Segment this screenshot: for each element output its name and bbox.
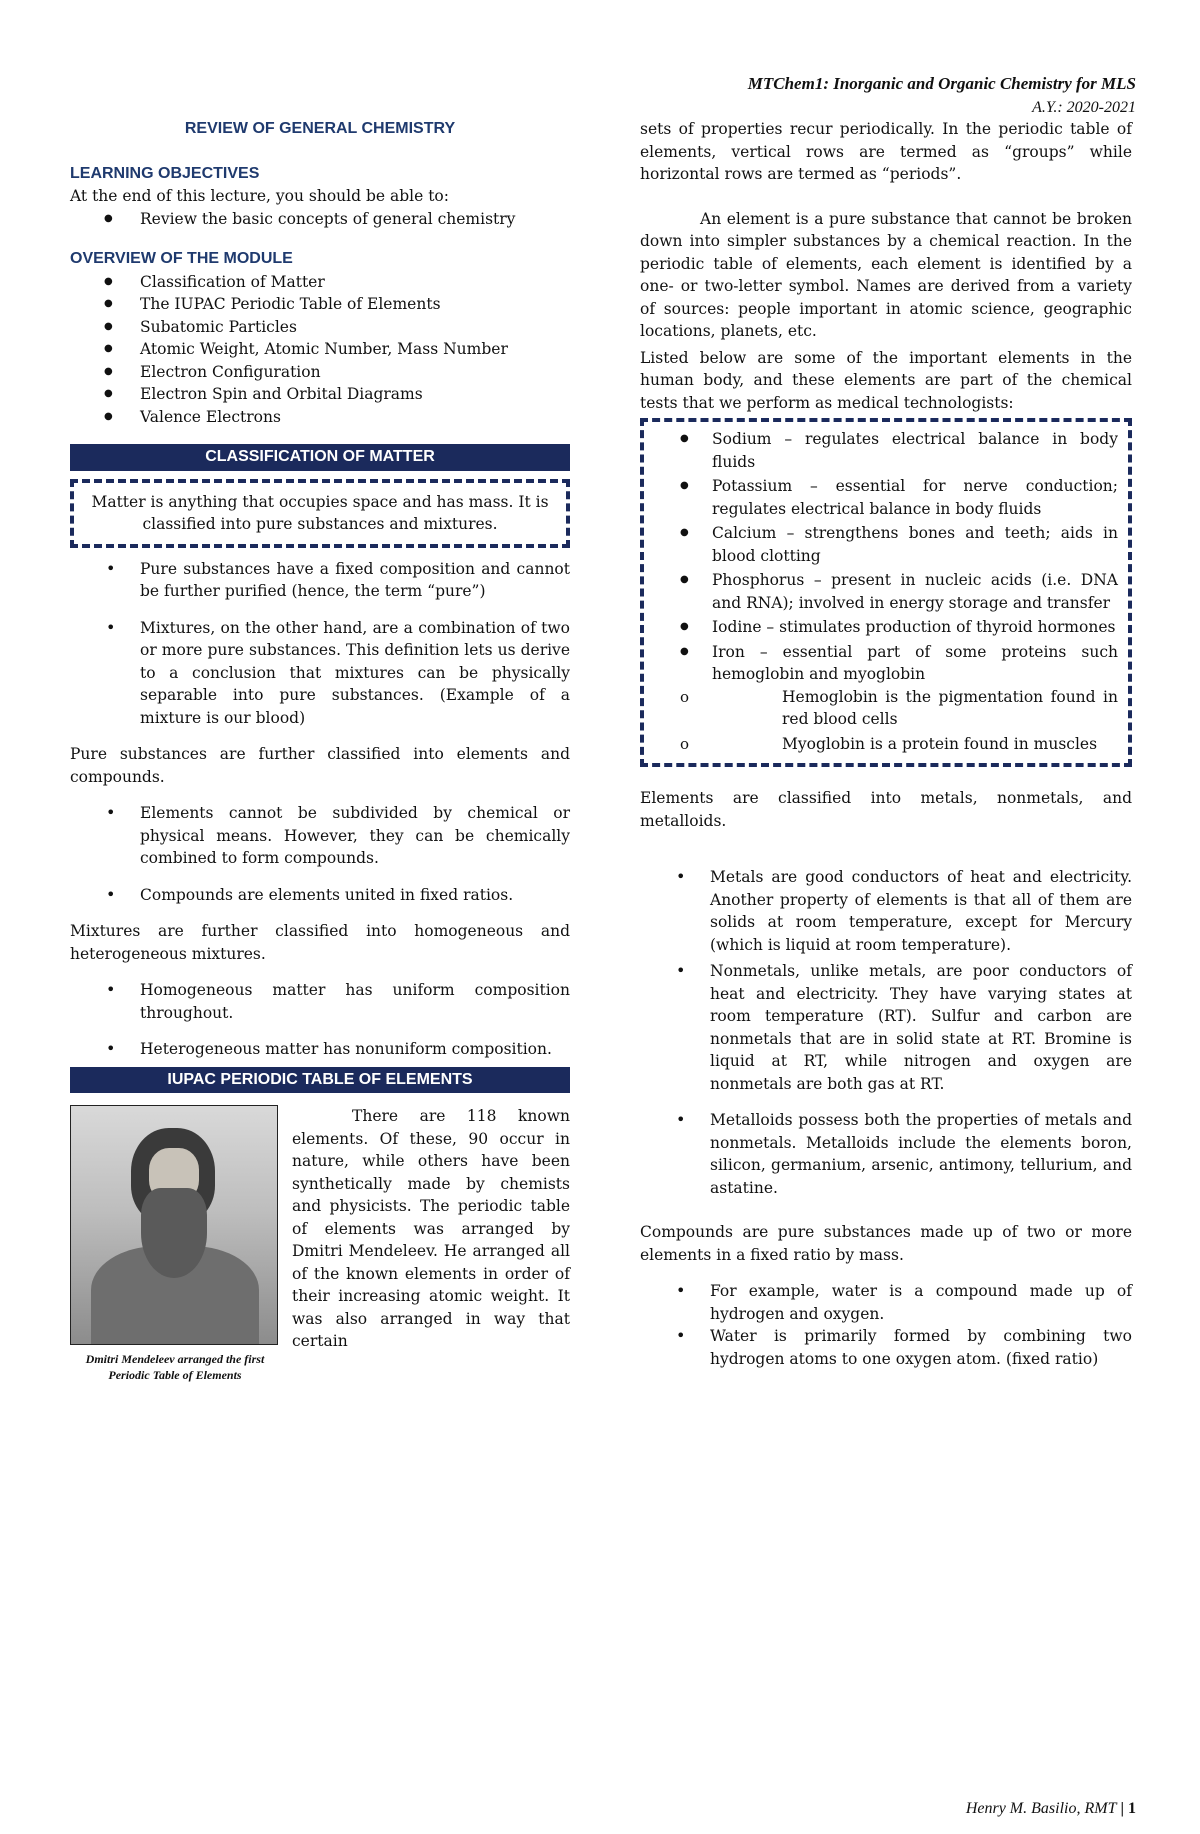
- list-item: • Compounds are elements united in fixed ratios.: [70, 884, 570, 907]
- overview-heading: OVERVIEW OF THE MODULE: [70, 250, 293, 267]
- substance-list: [70, 558, 570, 730]
- list-item: • Nonmetals, unlike metals, are poor conductors of heat and electricity. They have varying states at room temperature (RT). Sulfur and carbon are nonmetals that are in solid state at RT. Bromine is liquid at RT, while nitrogen and oxygen are nonmetals are both gas at RT.: [640, 960, 1132, 1095]
- list-item: ● Classification of Matter: [70, 271, 570, 294]
- compounds-list: [640, 1280, 1132, 1370]
- pure-substances-paragraph: Pure substances are further classified into elements and compounds.: [70, 745, 570, 786]
- element-classes-paragraph: Elements are classified into metals, nonmetals, and metalloids.: [640, 789, 1132, 830]
- list-item: • For example, water is a compound made up of hydrogen and oxygen.: [640, 1280, 1132, 1325]
- list-item: o Hemoglobin is the pigmentation found in red blood cells: [644, 686, 1118, 731]
- list-item: • Pure substances have a fixed composition and cannot be further purified (hence, the term “pure”): [70, 558, 570, 603]
- list-item: • Metals are good conductors of heat and electricity. Another property of elements is that all of them are solids at room temperature, except for Mercury (which is liquid at room temperature).: [640, 866, 1132, 956]
- mendeleev-portrait: [70, 1105, 278, 1345]
- course-title: MTChem1: Inorganic and Organic Chemistry for MLS: [747, 74, 1136, 93]
- list-item: ● Phosphorus – present in nucleic acids (i.e. DNA and RNA); involved in energy storage and transfer: [644, 569, 1118, 614]
- overview-list: [70, 271, 570, 429]
- matter-definition-box: [70, 479, 570, 548]
- learning-objectives-heading: LEARNING OBJECTIVES: [70, 164, 260, 182]
- list-item: ● The IUPAC Periodic Table of Elements: [70, 293, 570, 316]
- iupac-section-bar: IUPAC PERIODIC TABLE OF ELEMENTS: [70, 1067, 570, 1094]
- pure-substances-list: [70, 802, 570, 906]
- iupac-block: [70, 1105, 570, 1382]
- list-item: o Myoglobin is a protein found in muscles: [644, 733, 1118, 756]
- list-item: ● Calcium – strengthens bones and teeth; aids in blood clotting: [644, 522, 1118, 567]
- list-item: ● Potassium – essential for nerve conduction; regulates electrical balance in body fluids: [644, 475, 1118, 520]
- classification-section-bar: CLASSIFICATION OF MATTER: [70, 444, 570, 471]
- important-elements-list: [644, 428, 1118, 755]
- list-item: • Elements cannot be subdivided by chemical or physical means. However, they can be chemically combined to form compounds.: [70, 802, 570, 870]
- figure-caption: Dmitri Mendeleev arranged the first Periodic Table of Elements: [85, 1352, 265, 1382]
- list-item: • Mixtures, on the other hand, are a combination of two or more pure substances. This definition lets us derive to a conclusion that mixtures can be physically separable into pure substances. (Example of a mixture is our blood): [70, 617, 570, 730]
- mixtures-list: [70, 979, 570, 1061]
- matter-definition-text: Matter is anything that occupies space and has mass. It is classified into pure substances and mixtures.: [91, 492, 549, 533]
- list-item: ● Subatomic Particles: [70, 316, 570, 339]
- important-elements-paragraph: Listed below are some of the important elements in the human body, and these elements are part of the chemical tests that we perform as medical technologists:: [640, 348, 1132, 412]
- list-item: • Water is primarily formed by combining two hydrogen atoms to one oxygen atom. (fixed ratio): [640, 1325, 1132, 1370]
- author-name: Henry M. Basilio, RMT: [965, 1800, 1117, 1817]
- document-title: REVIEW OF GENERAL CHEMISTRY: [184, 120, 456, 137]
- list-item: [644, 641, 1118, 756]
- page-footer: [966, 1800, 1136, 1818]
- list-item: ● Valence Electrons: [70, 406, 570, 429]
- iron-item-text: Iron – essential part of some proteins such hemoglobin and myoglobin: [712, 642, 1118, 683]
- list-item: ● Electron Configuration: [70, 361, 570, 384]
- page-header: [748, 72, 1136, 120]
- list-item: • Metalloids possess both the properties of metals and nonmetals. Metalloids include the elements boron, silicon, germanium, arsenic, antimony, tellurium, and astatine.: [640, 1109, 1132, 1199]
- page-number: 1: [1128, 1800, 1136, 1817]
- important-elements-box: [640, 418, 1132, 767]
- compounds-paragraph: Compounds are pure substances made up of two or more elements in a fixed ratio by mass.: [640, 1223, 1132, 1264]
- periodic-continuation-paragraph: sets of properties recur periodically. In the periodic table of elements, vertical rows are termed as “groups” while horizontal rows are termed as “periods”.: [640, 120, 1132, 183]
- element-classes-list: [640, 866, 1132, 1199]
- list-item: • Homogeneous matter has uniform composition throughout.: [70, 979, 570, 1024]
- list-item: ● Iodine – stimulates production of thyroid hormones: [644, 616, 1118, 639]
- iron-sub-list: [644, 686, 1118, 756]
- list-item: • Heterogeneous matter has nonuniform composition.: [70, 1038, 570, 1061]
- footer-separator: |: [1120, 1800, 1124, 1817]
- list-item: ● Electron Spin and Orbital Diagrams: [70, 383, 570, 406]
- mixtures-paragraph: Mixtures are further classified into homogeneous and heterogeneous mixtures.: [70, 922, 570, 963]
- iupac-paragraph: There are 118 known elements. Of these, 90 occur in nature, while others have been synthetically made by chemists and physicists. The periodic table of elements was arranged by Dmitri Mendeleev. He arranged all of the known elements in order of their increasing atomic weight. It was also arranged in way that certain: [292, 1107, 570, 1350]
- academic-year: A.Y.: 2020-2021: [1032, 99, 1136, 116]
- list-item: ● Review the basic concepts of general chemistry: [70, 208, 570, 231]
- learning-objectives-list: [70, 208, 570, 231]
- element-definition-paragraph: An element is a pure substance that cannot be broken down into simpler substances by a chemical reaction. In the periodic table of elements, each element is identified by a one- or two-letter symbol. Names are derived from a variety of sources: people important in atomic science, geographic locations, planets, etc.: [640, 209, 1132, 340]
- learning-objectives-intro: At the end of this lecture, you should be able to:: [70, 187, 449, 205]
- left-column: [70, 118, 570, 1383]
- mendeleev-figure: [70, 1105, 280, 1383]
- list-item: ● Sodium – regulates electrical balance in body fluids: [644, 428, 1118, 473]
- list-item: ● Atomic Weight, Atomic Number, Mass Number: [70, 338, 570, 361]
- right-column: [640, 118, 1132, 1370]
